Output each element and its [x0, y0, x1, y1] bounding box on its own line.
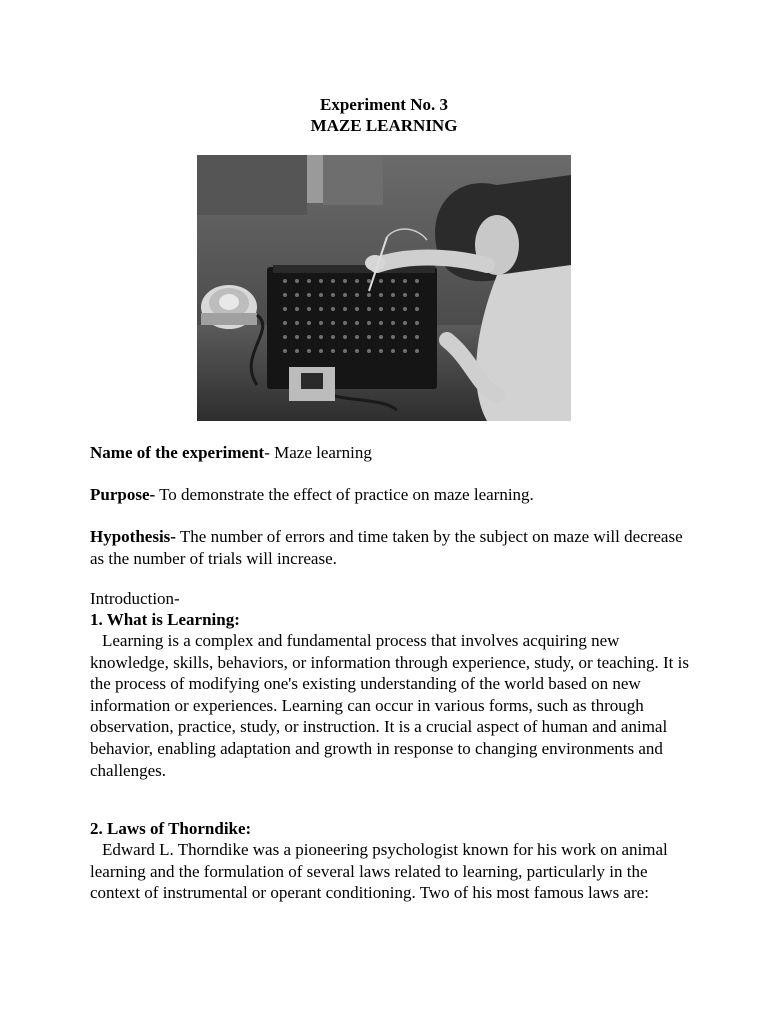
thorndike-paragraph: Edward L. Thorndike was a pioneering psychologist known for his work on animal learning and the formulation of several laws related to learning, particularly in the context of instrumental or operant conditioning. Two of his most famous laws are: [90, 840, 668, 903]
maze-experiment-photo [197, 155, 571, 421]
experiment-number: Experiment No. 3 [320, 95, 448, 114]
thorndike-heading [90, 818, 690, 840]
purpose-value: To demonstrate the effect of practice on maze learning. [155, 485, 534, 504]
learning-paragraph: Learning is a complex and fundamental process that involves acquiring new knowledge, skills, behaviors, or information through experience, study, or teaching. It is the process of modifying one's existing understanding of the world based on new information or experiences. Learning can occur in various forms, such as through observation, practice, study, or instruction. It is a crucial aspect of human and animal behavior, enabling adaptation and growth in response to changing environments and challenges. [90, 631, 689, 780]
hypothesis-value: The number of errors and time taken by the subject on maze will decrease as the number of trials will increase. [90, 527, 683, 568]
hypothesis-label: Hypothesis- [90, 527, 176, 546]
thorndike-heading-text: 2. Laws of Thorndike: [90, 819, 252, 838]
purpose-label: Purpose- [90, 485, 156, 504]
experiment-name-field [90, 442, 690, 464]
hypothesis-field [90, 526, 690, 569]
experiment-name-label: Name of the experiment [90, 443, 265, 462]
experiment-name-value: - Maze learning [264, 443, 372, 462]
purpose-field [90, 484, 690, 506]
introduction-label: Introduction- [90, 589, 180, 608]
learning-heading [90, 609, 690, 631]
learning-heading-text: 1. What is Learning: [90, 610, 240, 629]
page-title: MAZE LEARNING [310, 116, 458, 135]
